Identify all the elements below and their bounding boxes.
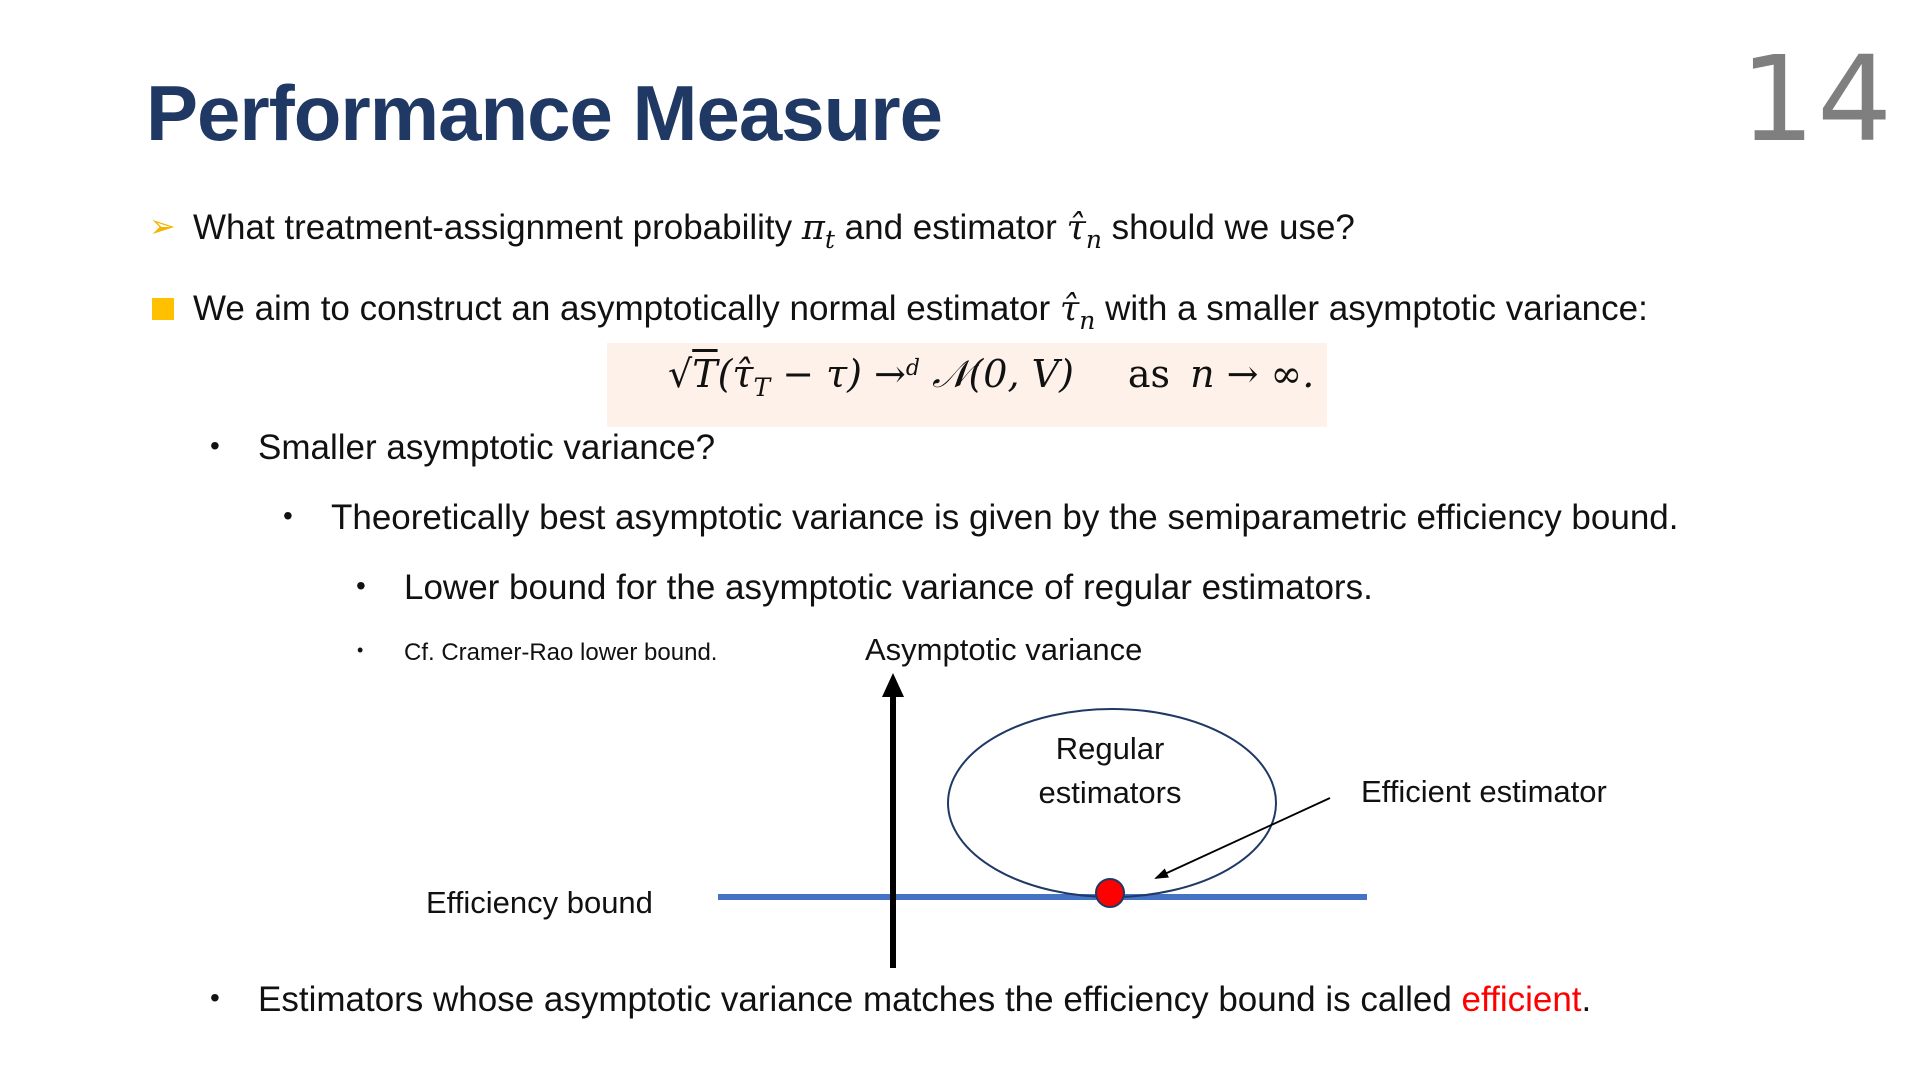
bullet-question-text-pre: What treatment-assignment probability — [193, 208, 802, 247]
formula-lhs: (τ̂ — [717, 352, 754, 396]
formula-limit: n → ∞. — [1190, 352, 1315, 396]
formula-d-superscript: d — [905, 356, 920, 381]
sub-bullet-efficiency-bound: Theoretically best asymptotic variance is given by the semiparametric efficiency bound. — [331, 498, 1679, 537]
formula-lhs-subscript: T — [753, 373, 771, 402]
regular-estimators-label-line1: Regular — [1055, 731, 1165, 766]
efficient-highlight: efficient — [1461, 980, 1582, 1019]
y-axis-arrowhead — [882, 673, 904, 697]
efficient-estimator-point — [1096, 879, 1124, 907]
formula-normal: 𝒩(0, V) — [919, 352, 1074, 396]
formula-rhs: − τ) → — [770, 352, 906, 396]
bullet-dot-icon: • — [283, 500, 293, 531]
arrow-bullet-icon: ➢ — [149, 208, 176, 244]
bullet-dot-icon: • — [210, 982, 220, 1013]
sub-bullet-lower-bound: Lower bound for the asymptotic variance of regular estimators. — [404, 568, 1373, 607]
bullet-dot-icon: • — [356, 570, 366, 601]
pi-symbol: π — [801, 208, 825, 248]
sub-bullet-smaller-variance: Smaller asymptotic variance? — [258, 428, 716, 467]
sub-bullet-cramer-rao: Cf. Cramer-Rao lower bound. — [404, 639, 718, 666]
bullet-dot-icon: • — [210, 430, 220, 461]
page-number: 14 — [1740, 30, 1895, 168]
regular-estimators-label — [1030, 727, 1190, 815]
efficient-definition-period: . — [1581, 980, 1592, 1019]
tau-subscript: n — [1085, 225, 1102, 254]
efficiency-bound-label: Efficiency bound — [426, 885, 653, 920]
bullet-aim-text-pre: We aim to construct an asymptotically normal estimator — [193, 289, 1060, 328]
bullet-question-text-post: should we use? — [1101, 208, 1355, 247]
sqrt-argument: T — [692, 352, 718, 396]
tau-subscript: n — [1079, 306, 1096, 335]
sqrt-symbol: √ — [668, 352, 693, 396]
regular-estimators-label-line2: estimators — [1038, 775, 1182, 810]
bullet-question-text-mid: and estimator — [834, 208, 1067, 247]
formula-as: as — [1127, 352, 1171, 396]
slide-title: Performance Measure — [146, 69, 943, 157]
efficient-estimator-label: Efficient estimator — [1361, 774, 1607, 809]
y-axis-label: Asymptotic variance — [865, 632, 1143, 667]
bullet-aim-text-post: with a smaller asymptotic variance: — [1095, 289, 1648, 328]
tau-hat-symbol: τ̂ — [1066, 208, 1086, 248]
bullet-dot-icon: • — [357, 640, 364, 660]
sub-bullet-efficient-definition — [258, 979, 1591, 1021]
tau-hat-symbol: τ̂ — [1059, 289, 1080, 329]
efficient-definition-text: Estimators whose asymptotic variance matches the efficiency bound is called — [258, 980, 1462, 1019]
pi-subscript: t — [824, 225, 835, 254]
